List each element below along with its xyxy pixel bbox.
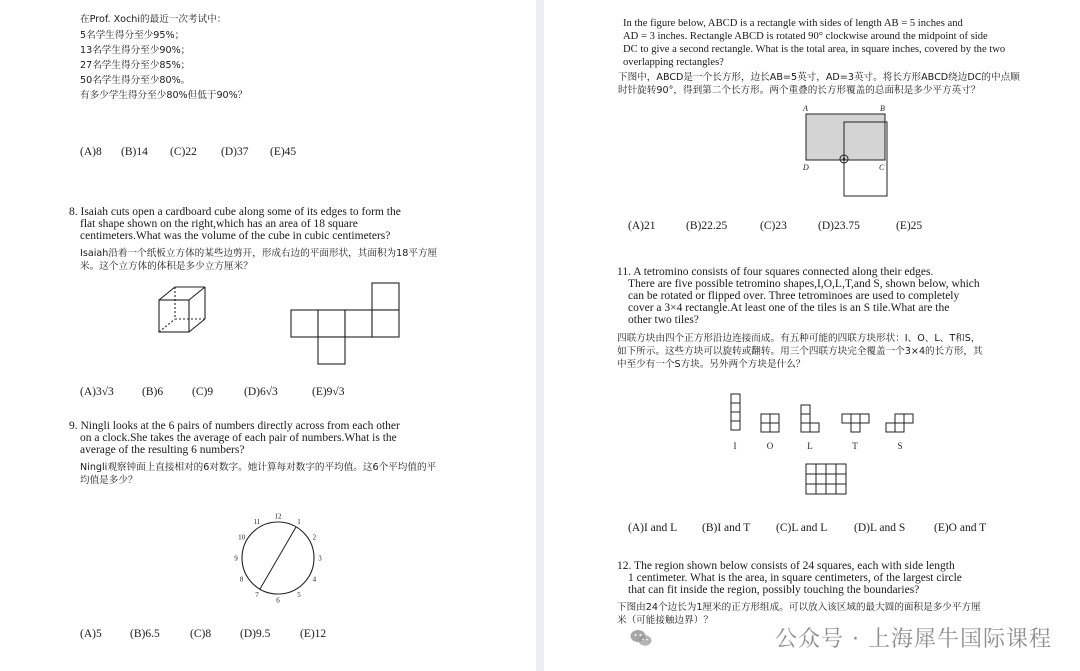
clock-number: 2 bbox=[312, 533, 317, 542]
clock-number: 6 bbox=[276, 596, 280, 605]
q9-en-line-3: average of the resulting 6 numbers? bbox=[80, 444, 245, 456]
cube-net-figure bbox=[290, 282, 410, 366]
label-a: A bbox=[803, 104, 808, 113]
q11-en-line-1: 11. A tetromino consists of four squares connected along their edges. bbox=[617, 266, 934, 278]
q9-choice-c: (C)8 bbox=[190, 628, 212, 640]
q10-en-line-1: In the figure below, ABCD is a rectangle with sides of length AB = 5 inches and bbox=[623, 18, 963, 29]
tile-label-l: L bbox=[807, 441, 813, 451]
q9-en-line-2: on a clock.She takes the average of each pair of numbers.What is the bbox=[80, 432, 397, 444]
q7-choice-d: (D)37 bbox=[221, 146, 249, 158]
right-page bbox=[544, 0, 1080, 671]
q9-choice-a: (A)5 bbox=[80, 628, 102, 640]
q8-choice-a: (A)3√3 bbox=[80, 386, 114, 398]
clock-number: 5 bbox=[297, 590, 301, 599]
q11-cn-line-2: 如下所示。这些方块可以旋转或翻转。用三个四联方块完全覆盖一个3×4的长方形，其 bbox=[617, 346, 983, 357]
q9-choice-d: (D)9.5 bbox=[240, 628, 271, 640]
q7-line-2: 5名学生得分至少95%； bbox=[80, 30, 185, 41]
tile-label-t: T bbox=[852, 441, 858, 451]
tile-label-o: O bbox=[766, 441, 774, 451]
q8-en-line-3: centimeters.What was the volume of the cube in cubic centimeters? bbox=[80, 230, 391, 242]
q11-en-line-5: other two tiles? bbox=[628, 314, 699, 326]
q11-choice-e: (E)O and T bbox=[934, 522, 987, 534]
label-b: B bbox=[880, 104, 885, 113]
q8-choice-b: (B)6 bbox=[142, 386, 164, 398]
clock-diameter bbox=[260, 527, 296, 589]
q7-line-3: 13名学生得分至少90%； bbox=[80, 45, 191, 56]
q9-en-line-1: 9. Ningli looks at the 6 pairs of numbers directly across from each other bbox=[69, 420, 400, 432]
q11-choice-c: (C)L and L bbox=[776, 522, 828, 534]
cube-figure bbox=[155, 284, 211, 336]
clock-number: 12 bbox=[274, 512, 282, 521]
q10-cn-line-1: 下图中，ABCD是一个长方形，边长AB=5英寸，AD=3英寸。将长方形ABCD绕边DC的中点顺 bbox=[618, 72, 1020, 83]
q8-cn-line-1: Isaiah沿着一个纸板立方体的某些边剪开，形成右边的平面形状，其面积为18平方厘 bbox=[80, 248, 438, 259]
q11-choice-b: (B)I and T bbox=[702, 522, 751, 534]
q10-choice-b: (B)22.25 bbox=[686, 220, 728, 232]
tetrominoes-figure bbox=[724, 392, 924, 500]
clock-number: 3 bbox=[318, 554, 322, 563]
clock-number: 7 bbox=[255, 590, 259, 599]
q7-choice-c: (C)22 bbox=[170, 146, 197, 158]
q10-choice-d: (D)23.75 bbox=[818, 220, 860, 232]
q9-cn-line-1: Ningli观察钟面上直接相对的6对数字。她计算每对数字的平均值。这6个平均值的平 bbox=[80, 462, 437, 473]
q9-cn-line-2: 均值是多少？ bbox=[80, 475, 138, 486]
clock-number: 11 bbox=[253, 518, 261, 527]
tile-label-i: I bbox=[733, 441, 737, 451]
q7-choice-e: (E)45 bbox=[270, 146, 297, 158]
q7-line-6: 有多少学生得分至少80%但低于90%？ bbox=[80, 90, 248, 101]
q8-en-line-1: 8. Isaiah cuts open a cardboard cube along some of its edges to form the bbox=[69, 206, 401, 218]
left-page bbox=[0, 0, 536, 671]
q8-en-line-2: flat shape shown on the right,which has an area of 18 square bbox=[80, 218, 358, 230]
label-c: C bbox=[879, 163, 885, 172]
q8-choice-d: (D)6√3 bbox=[244, 386, 278, 398]
q8-choice-e: (E)9√3 bbox=[312, 386, 345, 398]
clock-number: 9 bbox=[234, 554, 238, 563]
q8-choice-c: (C)9 bbox=[192, 386, 214, 398]
q10-en-line-2: AD = 3 inches. Rectangle ABCD is rotated 90° clockwise around the midpoint of side bbox=[623, 31, 988, 42]
q7-line-4: 27名学生得分至少85%； bbox=[80, 60, 191, 71]
q11-choice-d: (D)L and S bbox=[854, 522, 906, 534]
q10-en-line-3: DC to give a second rectangle. What is the total area, in square inches, covered by the two bbox=[623, 44, 1006, 55]
q12-cn-line-1: 下图由24个边长为1厘米的正方形组成。可以放入该区域的最大圆的面积是多少平方厘 bbox=[617, 602, 981, 613]
q11-cn-line-3: 中至少有一个S方块。另外两个方块是什么？ bbox=[617, 359, 806, 370]
q10-cn-line-2: 时针旋转90°，得到第二个长方形。两个重叠的长方形覆盖的总面积是多少平方英寸？ bbox=[618, 85, 981, 96]
q11-en-line-4: cover a 3×4 rectangle.At least one of the tiles is an S tile.What are the bbox=[628, 302, 950, 314]
q12-en-line-3: that can fit inside the region, possibly touching the boundaries? bbox=[628, 584, 920, 596]
q12-en-line-2: 1 centimeter. What is the area, in square centimeters, of the largest circle bbox=[628, 572, 962, 584]
rotated-rectangles-figure bbox=[800, 102, 894, 200]
q10-choice-a: (A)21 bbox=[628, 220, 656, 232]
q11-cn-line-1: 四联方块由四个正方形沿边连接而成。有五种可能的四联方块形状：I、O、L、T和S， bbox=[617, 333, 981, 344]
q11-en-line-2: There are five possible tetromino shapes,I,O,L,T,and S, shown below, which bbox=[628, 278, 980, 290]
wechat-icon bbox=[630, 629, 652, 647]
q11-choice-a: (A)I and L bbox=[628, 522, 678, 534]
watermark-text: 公众号 · 上海犀牛国际课程 bbox=[775, 627, 1052, 652]
q8-cn-line-2: 米。这个立方体的体积是多少立方厘米？ bbox=[80, 261, 253, 272]
q7-choice-b: (B)14 bbox=[121, 146, 148, 158]
q7-line-1: 在Prof. Xochi的最近一次考试中： bbox=[80, 14, 227, 25]
clock-number: 1 bbox=[297, 518, 301, 527]
q12-cn-line-2: 米（可能接触边界）？ bbox=[617, 615, 713, 626]
clock-figure bbox=[232, 506, 324, 606]
clock-number: 4 bbox=[312, 575, 317, 584]
q7-line-5: 50名学生得分至少80%。 bbox=[80, 75, 191, 86]
q12-en-line-1: 12. The region shown below consists of 24 squares, each with side length bbox=[617, 560, 955, 572]
q11-en-line-3: can be rotated or flipped over. Three tetrominoes are used to completely bbox=[628, 290, 960, 302]
q7-choice-a: (A)8 bbox=[80, 146, 102, 158]
q9-choice-b: (B)6.5 bbox=[130, 628, 160, 640]
label-d: D bbox=[803, 163, 809, 172]
clock-number: 8 bbox=[239, 575, 244, 584]
clock-number: 10 bbox=[238, 533, 246, 542]
q10-choice-c: (C)23 bbox=[760, 220, 787, 232]
q10-choice-e: (E)25 bbox=[896, 220, 923, 232]
q10-en-line-4: overlapping rectangles? bbox=[623, 57, 724, 68]
tile-label-s: S bbox=[897, 441, 903, 451]
q9-choice-e: (E)12 bbox=[300, 628, 327, 640]
